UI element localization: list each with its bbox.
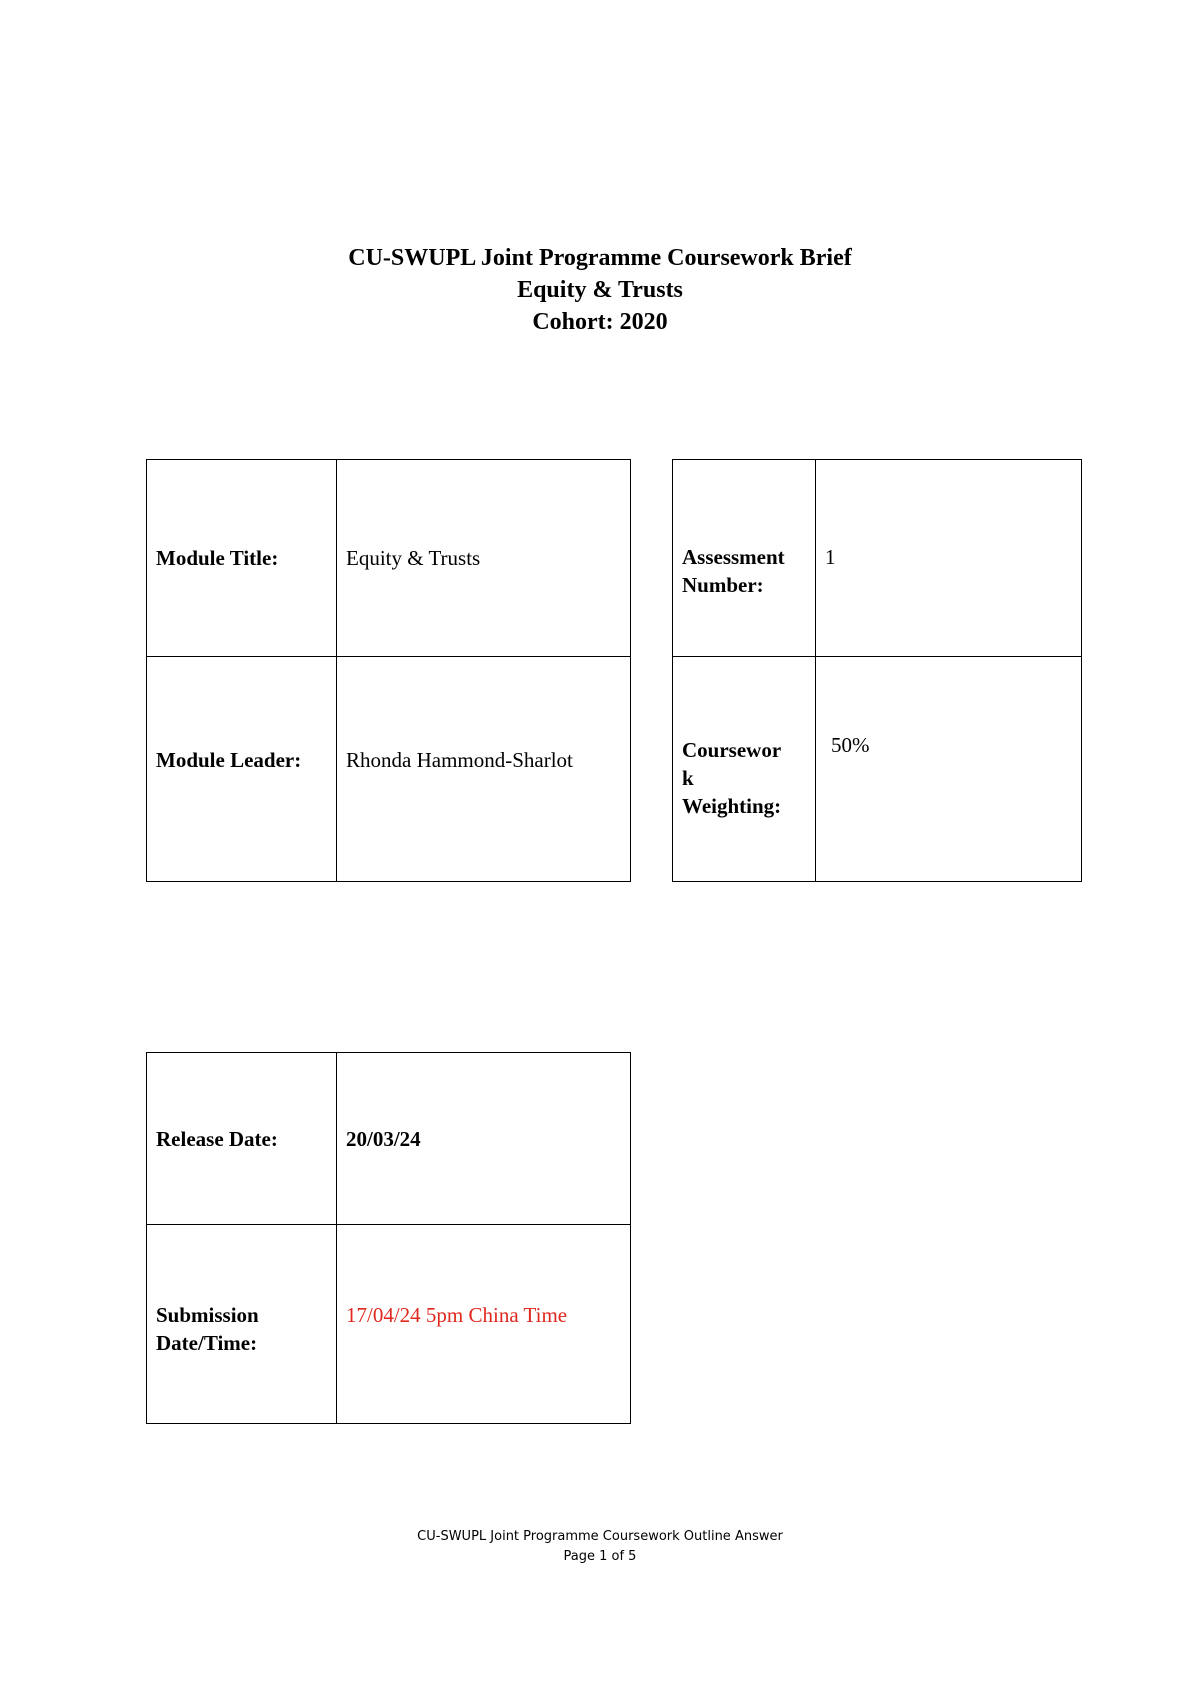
coursework-weighting-label-line2: k (682, 766, 694, 790)
release-date-value-cell (337, 1053, 631, 1225)
release-date-label: Release Date: (156, 1126, 278, 1151)
header-title: CU-SWUPL Joint Programme Coursework Brief (348, 245, 852, 271)
coursework-weighting-row (673, 657, 1082, 882)
assessment-number-label-line2: Number: (682, 573, 764, 597)
module-title-label-cell (147, 460, 337, 657)
submission-date-value: 17/04/24 5pm China Time (346, 1303, 568, 1327)
submission-date-label-line2: Date/Time: (156, 1331, 258, 1355)
module-title-label: Module Title: (156, 546, 279, 570)
submission-date-label-line1: Submission (156, 1303, 259, 1327)
assessment-number-row (673, 460, 1082, 657)
submission-date-label-cell (147, 1225, 337, 1424)
coursework-weighting-label-line3: Weighting: (682, 794, 782, 818)
module-title-value: Equity & Trusts (346, 546, 481, 570)
module-leader-value-cell (337, 657, 631, 882)
submission-date-value-cell (337, 1225, 631, 1424)
module-title-row (147, 460, 631, 657)
coursework-weighting-label (682, 736, 815, 820)
footer-page-number: Page 1 of 5 (563, 1549, 637, 1564)
dates-info-table (146, 1052, 631, 1424)
document-header (0, 242, 1200, 338)
coursework-weighting-label-cell (673, 657, 816, 882)
assessment-number-value: 1 (825, 545, 836, 569)
coursework-weighting-value: 50% (831, 733, 870, 757)
module-info-table (146, 459, 631, 882)
module-leader-label: Module Leader: (156, 748, 302, 772)
assessment-number-label-line1: Assessment (682, 545, 785, 569)
module-leader-value: Rhonda Hammond-Sharlot (346, 748, 573, 772)
submission-date-row (147, 1225, 631, 1424)
release-date-value: 20/03/24 (346, 1126, 421, 1151)
assessment-number-label (682, 543, 815, 599)
release-date-row (147, 1053, 631, 1225)
assessment-number-value-cell (816, 460, 1082, 657)
page-footer (0, 1527, 1200, 1567)
module-title-value-cell (337, 460, 631, 657)
module-leader-row (147, 657, 631, 882)
assessment-number-label-cell (673, 460, 816, 657)
footer-document-title: CU-SWUPL Joint Programme Coursework Outline Answer (417, 1529, 783, 1544)
release-date-label-cell (147, 1053, 337, 1225)
header-cohort: Cohort: 2020 (532, 309, 668, 335)
coursework-weighting-label-line1: Coursewor (682, 738, 782, 762)
submission-date-label (156, 1301, 336, 1357)
coursework-weighting-value-cell (816, 657, 1082, 882)
module-leader-label-cell (147, 657, 337, 882)
assessment-info-table (672, 459, 1082, 882)
header-module: Equity & Trusts (517, 277, 683, 303)
